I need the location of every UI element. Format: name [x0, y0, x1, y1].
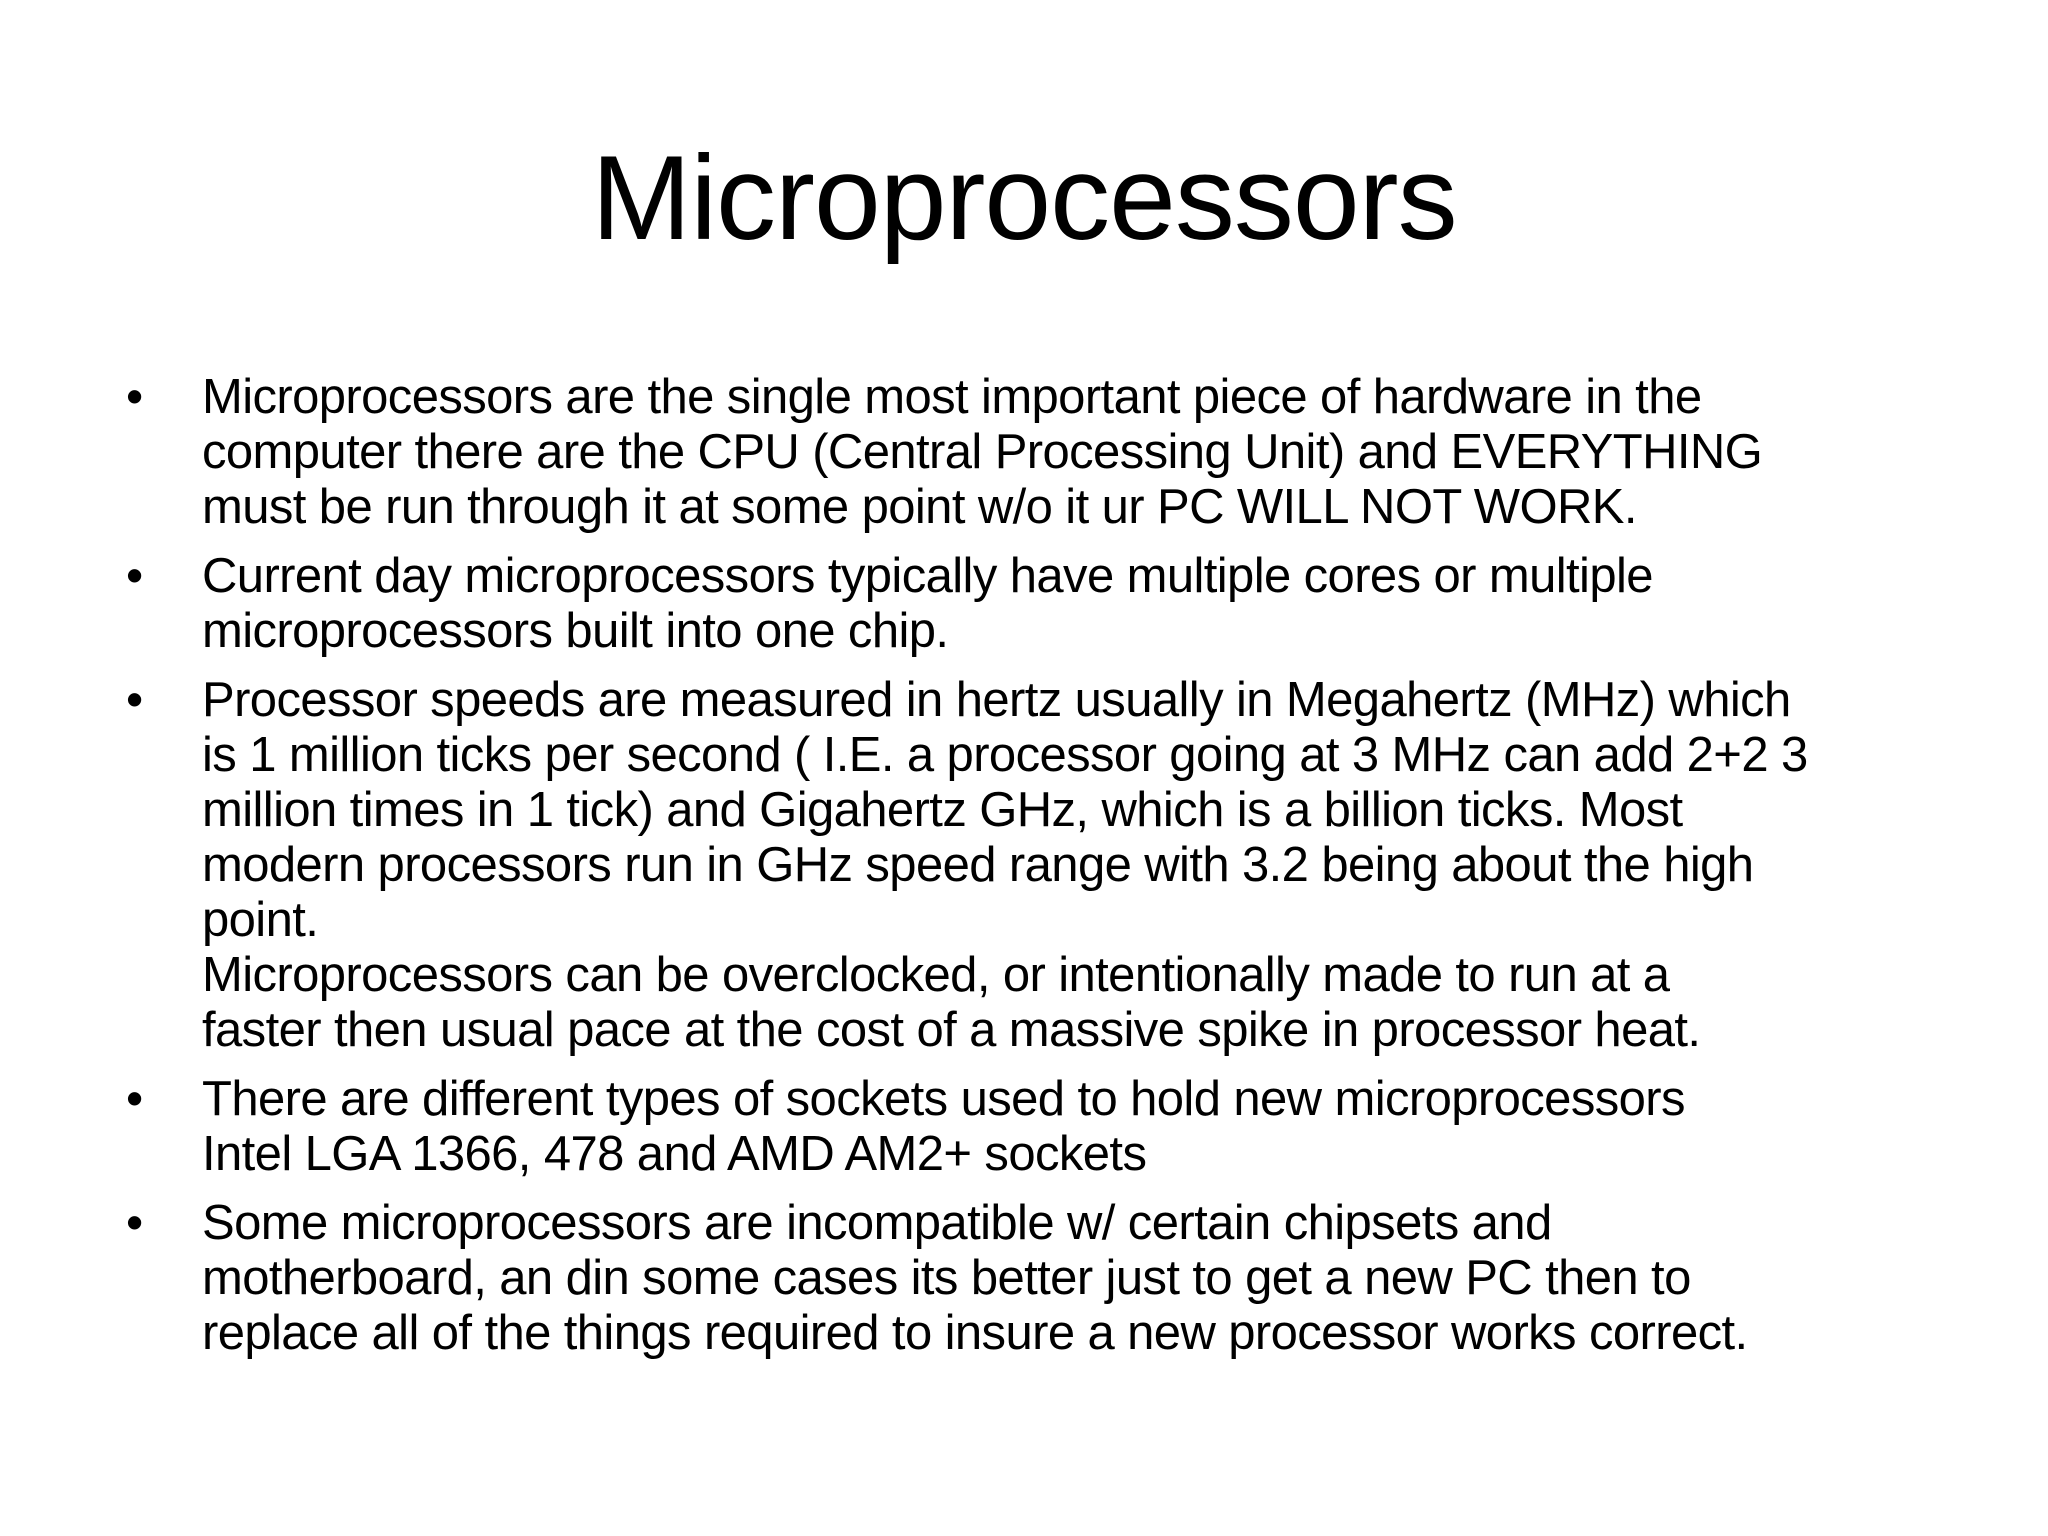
bullet-dot-icon: •	[126, 673, 143, 727]
bullet-item	[120, 549, 1950, 659]
bullet-dot-icon: •	[126, 370, 143, 424]
bullet-text: Some microprocessors are incompatible w/ certain chipsets and motherboard, an din some cases its better just to get a new PC then to replace all of the things required to insure a new processor works correct.	[202, 1196, 1748, 1360]
bullet-text: Microprocessors are the single most important piece of hardware in the computer there are the CPU (Central Processing Unit) and EVERYTHING must be run through it at some point w/o it ur PC WILL NOT WORK.	[202, 370, 1763, 534]
bullet-item	[120, 1072, 1950, 1182]
bullet-text: There are different types of sockets used to hold new microprocessors Intel LGA 1366, 478 and AMD AM2+ sockets	[202, 1072, 1685, 1181]
slide-title: Microprocessors	[591, 131, 1457, 265]
bullet-text: Current day microprocessors typically have multiple cores or multiple microprocessors built into one chip.	[202, 549, 1653, 658]
bullet-dot-icon: •	[126, 549, 143, 603]
bullet-item	[120, 1196, 1950, 1361]
bullet-continuation-text: Microprocessors can be overclocked, or intentionally made to run at a faster then usual pace at the cost of a massive spike in processor heat.	[202, 948, 1701, 1057]
bullet-list	[120, 370, 1950, 1375]
bullet-dot-icon: •	[126, 1196, 143, 1250]
bullet-dot-icon: •	[126, 1072, 143, 1126]
bullet-item	[120, 673, 1950, 1058]
bullet-text: Processor speeds are measured in hertz usually in Megahertz (MHz) which is 1 million ticks per second ( I.E. a processor going at 3 MHz can add 2+2 3 million times in 1 tick) and Gigahertz GHz, which is a billion ticks. Most modern processors run in GHz speed range with 3.2 being about the high point.	[202, 673, 1808, 947]
bullet-item	[120, 370, 1950, 535]
